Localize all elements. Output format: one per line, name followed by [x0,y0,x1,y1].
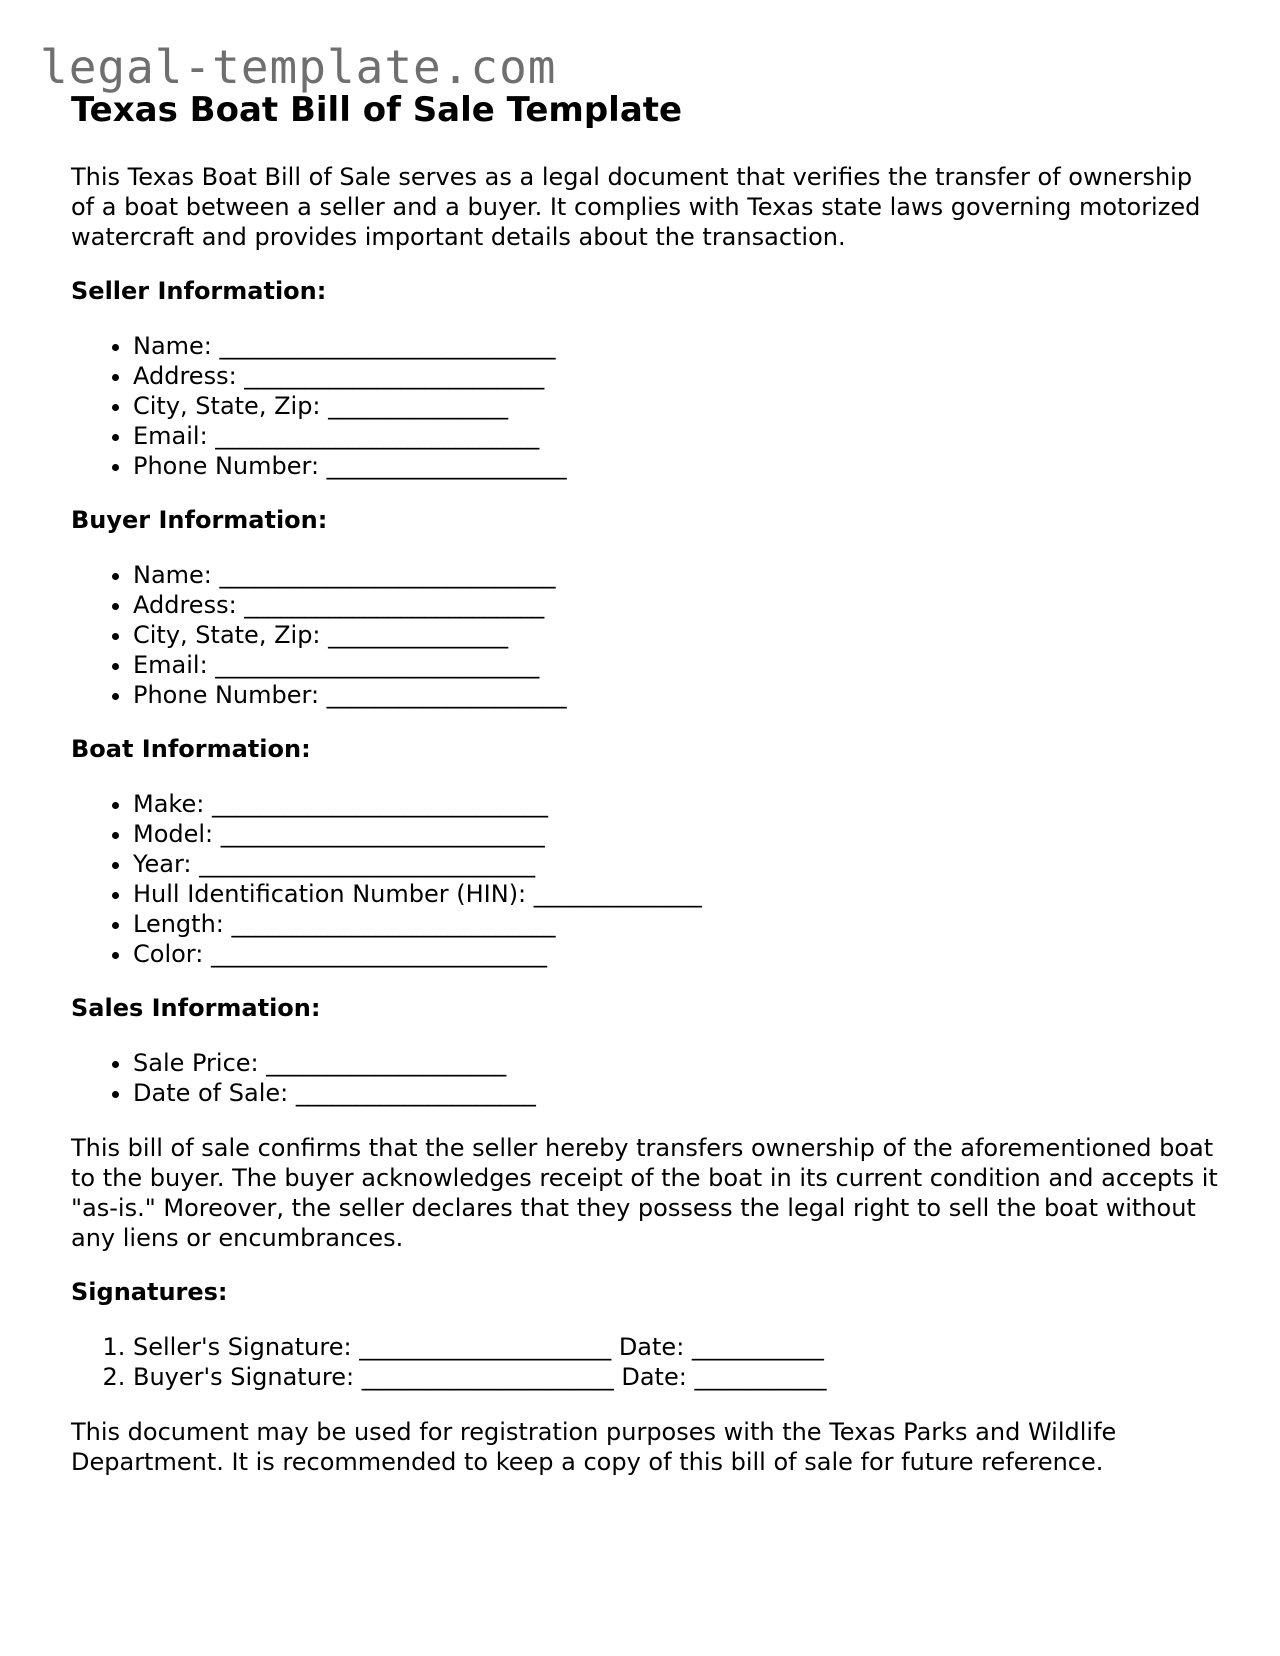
boat-year-field: • Year: ____________________________ [133,849,1221,879]
seller-address-field: • Address: _________________________ [133,361,1221,391]
sales-fields [71,1048,1221,1108]
boat-heading: Boat Information: [71,735,311,763]
document [71,86,1221,1477]
seller-name-field: • Name: ____________________________ [133,331,1221,361]
sale-price-field: • Sale Price: ____________________ [133,1048,1221,1078]
seller-phone-field: • Phone Number: ____________________ [133,451,1221,481]
signatures-heading: Signatures: [71,1278,228,1306]
seller-signature-line: 1. Seller's Signature: _____________________ Date: ___________ [133,1332,1221,1362]
seller-fields [71,331,1221,481]
boat-color-field: • Color: ____________________________ [133,939,1221,969]
boat-length-field: • Length: ___________________________ [133,909,1221,939]
buyer-email-field: • Email: ___________________________ [133,650,1221,680]
seller-city-state-zip-field: • City, State, Zip: _______________ [133,391,1221,421]
boat-model-field: • Model: ___________________________ [133,819,1221,849]
boat-hin-field: • Hull Identification Number (HIN): ______________ [133,879,1221,909]
buyer-name-field: • Name: ____________________________ [133,560,1221,590]
signature-lines [71,1332,1221,1392]
seller-heading: Seller Information: [71,277,327,305]
closing-paragraph: This document may be used for registration purposes with the Texas Parks and Wildlife Department. It is recommended to keep a copy of this bill of sale for future reference. [71,1418,1117,1476]
buyer-city-state-zip-field: • City, State, Zip: _______________ [133,620,1221,650]
buyer-heading: Buyer Information: [71,506,328,534]
buyer-address-field: • Address: _________________________ [133,590,1221,620]
buyer-signature-line: 2. Buyer's Signature: _____________________ Date: ___________ [133,1362,1221,1392]
sale-date-field: • Date of Sale: ____________________ [133,1078,1221,1108]
boat-make-field: • Make: ____________________________ [133,789,1221,819]
watermark: legal-template.com [40,40,557,94]
buyer-fields [71,560,1221,710]
document-title: Texas Boat Bill of Sale Template [71,90,683,130]
intro-paragraph: This Texas Boat Bill of Sale serves as a legal document that verifies the transfer of ownership of a boat between a seller and a buyer. It complies with Texas state laws governing motorized watercraft and provides important details about the transaction. [71,163,1201,251]
boat-fields [71,789,1221,969]
buyer-phone-field: • Phone Number: ____________________ [133,680,1221,710]
confirmation-paragraph: This bill of sale confirms that the seller hereby transfers ownership of the aforementioned boat to the buyer. The buyer acknowledges receipt of the boat in its current condition and accepts it "as-is." Moreover, the seller declares that they possess the legal right to sell the boat without any liens or encumbrances. [71,1134,1218,1252]
seller-email-field: • Email: ___________________________ [133,421,1221,451]
sales-heading: Sales Information: [71,994,321,1022]
